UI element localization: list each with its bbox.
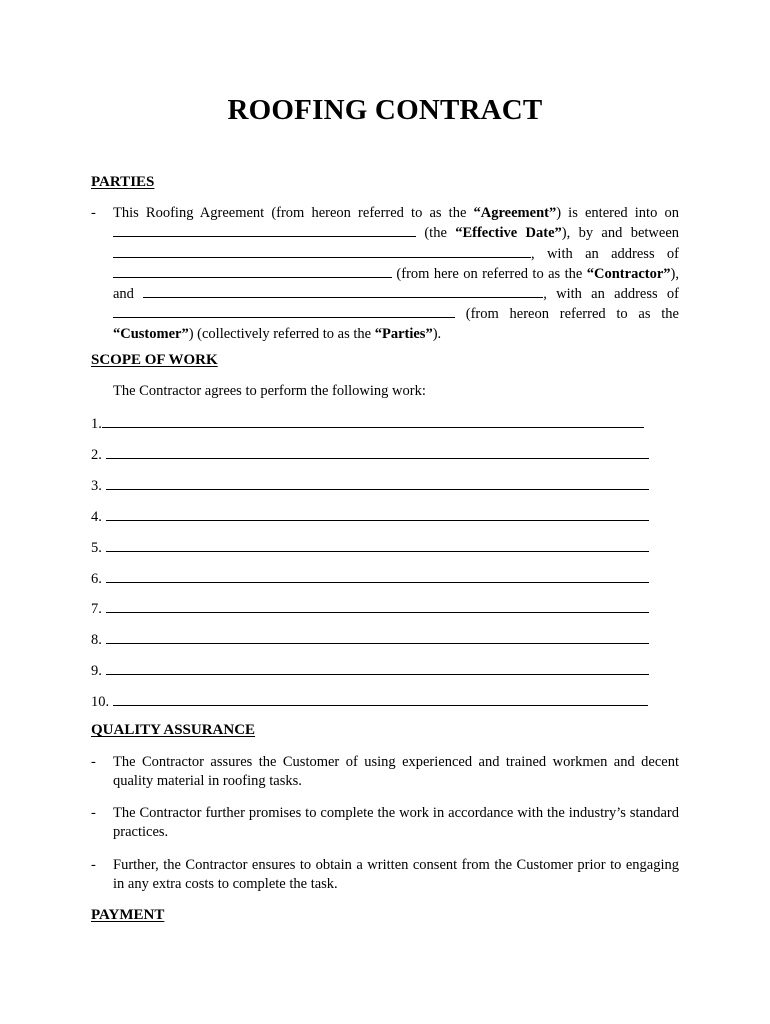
parties-text: (from hereon referred to as the xyxy=(455,306,679,323)
customer-term: “Customer” xyxy=(113,325,189,342)
scope-item-number: 5. xyxy=(91,540,102,556)
scope-item-number: 9. xyxy=(91,663,102,679)
parties-text: ), and xyxy=(113,265,679,303)
contractor-address-blank[interactable] xyxy=(113,264,392,278)
scope-item-blank[interactable] xyxy=(106,569,649,583)
scope-item-blank[interactable] xyxy=(106,630,649,644)
scope-item-number: 6. xyxy=(91,571,102,587)
parties-text: This Roofing Agreement (from hereon referred to as the xyxy=(113,205,474,221)
quality-heading: QUALITY ASSURANCE xyxy=(91,722,256,738)
scope-item-blank[interactable] xyxy=(102,414,644,428)
contractor-term: “Contractor” xyxy=(586,265,671,282)
scope-item-number: 4. xyxy=(91,509,102,525)
parties-text: , with an address of xyxy=(543,286,679,303)
scope-item-number: 10. xyxy=(91,694,110,710)
customer-name-blank[interactable] xyxy=(143,284,543,298)
scope-item xyxy=(91,692,648,711)
effective-date-blank[interactable] xyxy=(113,223,416,237)
scope-item xyxy=(91,661,649,680)
scope-intro: The Contractor agrees to perform the following work: xyxy=(113,383,426,399)
customer-address-blank[interactable] xyxy=(113,304,455,318)
agreement-term: “Agreement” xyxy=(473,205,557,221)
parties-heading: PARTIES xyxy=(91,174,155,190)
scope-heading: SCOPE OF WORK xyxy=(91,352,218,368)
scope-item xyxy=(91,538,649,557)
scope-item xyxy=(91,630,649,649)
scope-item-number: 3. xyxy=(91,478,102,494)
parties-text: ), by and between xyxy=(561,225,680,242)
scope-item xyxy=(91,507,649,526)
parties-text: ) is entered into on xyxy=(556,205,679,221)
parties-text: ). xyxy=(432,325,442,342)
parties-text: (the xyxy=(416,225,456,242)
quality-item: Further, the Contractor ensures to obtain a written consent from the Customer prior to engaging in any extra costs to complete the task. xyxy=(113,857,679,893)
parties-text: , with an address of xyxy=(531,245,679,262)
payment-heading: PAYMENT xyxy=(91,907,165,923)
scope-item xyxy=(91,569,649,588)
scope-item-number: 1. xyxy=(91,416,102,432)
contractor-name-blank[interactable] xyxy=(113,244,531,258)
scope-item-blank[interactable] xyxy=(106,476,649,490)
quality-item: The Contractor further promises to complete the work in accordance with the industry’s standard practices. xyxy=(113,805,679,841)
parties-text: ) (collectively referred to as the xyxy=(188,325,375,342)
scope-item-blank[interactable] xyxy=(106,661,649,675)
scope-item-blank[interactable] xyxy=(106,507,649,521)
scope-item-blank[interactable] xyxy=(106,599,649,613)
quality-bullet: - xyxy=(91,754,96,770)
quality-bullet: - xyxy=(91,805,96,821)
scope-item-number: 7. xyxy=(91,601,102,617)
quality-item: The Contractor assures the Customer of using experienced and trained workmen and decent quality material in roofing tasks. xyxy=(113,754,679,790)
document-title: ROOFING CONTRACT xyxy=(227,94,543,126)
scope-item xyxy=(91,445,649,464)
effective-date-term: “Effective Date” xyxy=(455,225,562,242)
parties-bullet: - xyxy=(91,205,96,221)
parties-paragraph xyxy=(113,204,679,344)
quality-bullet: - xyxy=(91,857,96,873)
scope-item xyxy=(91,414,644,433)
parties-text: (from here on referred to as the xyxy=(392,265,587,282)
scope-item-blank[interactable] xyxy=(113,692,648,706)
scope-item-number: 8. xyxy=(91,632,102,648)
scope-item-blank[interactable] xyxy=(106,538,649,552)
scope-item xyxy=(91,599,649,618)
scope-item-number: 2. xyxy=(91,447,102,463)
parties-term: “Parties” xyxy=(374,325,433,342)
scope-item-blank[interactable] xyxy=(106,445,649,459)
scope-item xyxy=(91,476,649,495)
